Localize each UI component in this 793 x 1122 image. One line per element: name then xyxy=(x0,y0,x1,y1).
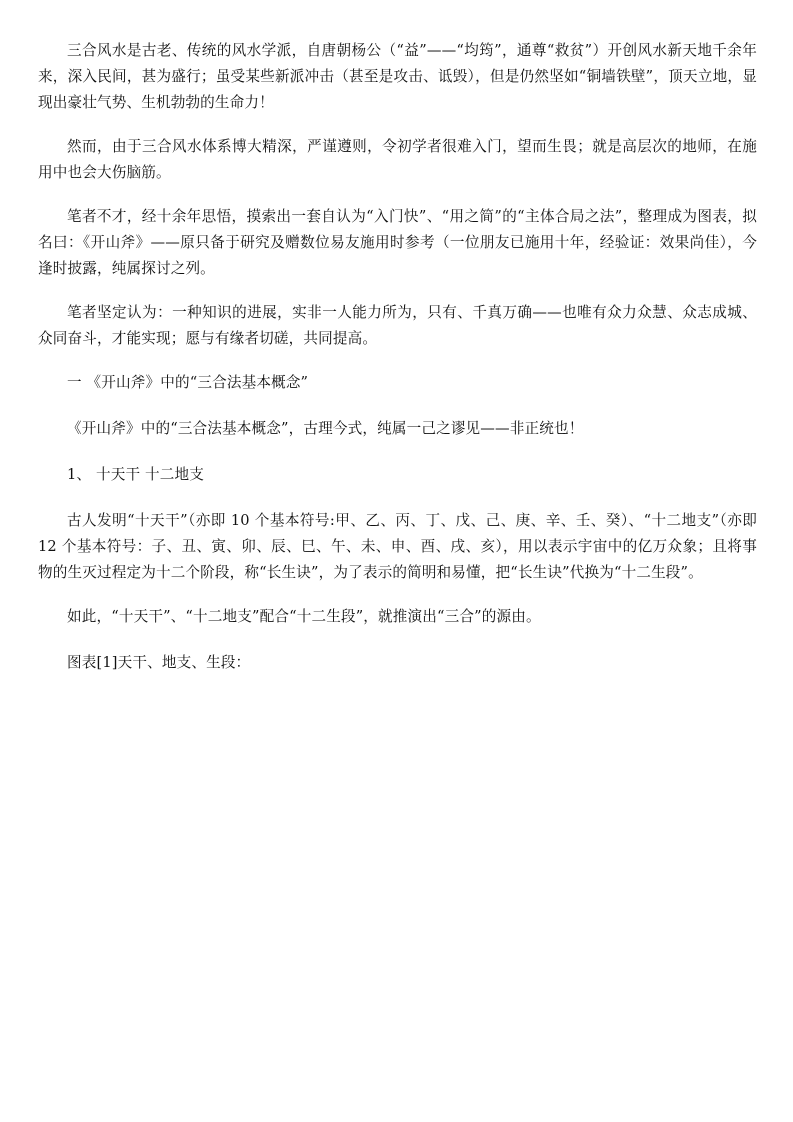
subsection-heading: 1、 十天干 十二地支 xyxy=(67,466,204,483)
paragraph-author-view: 笔者坚定认为：一种知识的进展，实非一人能力所为，只有、千真万确——也唯有众力众慧、众志成城、众同奋斗，才能实现；愿与有缘者切磋，共同提高。 xyxy=(38,304,757,347)
figure-caption: 图表[1]天干、地支、生段： xyxy=(67,654,251,671)
paragraph-concept-note: 《开山斧》中的“三合法基本概念”，古理今式，纯属一己之谬见——非正统也！ xyxy=(67,420,584,437)
section-heading: 一 《开山斧》中的“三合法基本概念” xyxy=(67,374,309,391)
paragraph-difficulty: 然而，由于三合风水体系博大精深，严谨遵则，令初学者很难入门，望而生畏；就是高层次的地师，在施用中也会大伤脑筋。 xyxy=(38,138,757,181)
document-body xyxy=(38,38,757,696)
paragraph-intro: 三合风水是古老、传统的风水学派，自唐朝杨公（“益”——“均筠”，通尊“救贫”）开创风水新天地千余年来，深入民间，甚为盛行；虽受某些新派冲击（甚至是攻击、诋毁），但是仍然坚如“铜墙铁壁”，顶天立地，显现出豪壮气势、生机勃勃的生命力！ xyxy=(38,42,757,111)
paragraph-author-method: 笔者不才，经十余年思悟，摸索出一套自认为“入门快”、“用之简”的“主体合局之法”，整理成为图表，拟名曰：《开山斧》——原只备于研究及赠数位易友施用时参考（一位朋友已施用十年，经验证：效果尚佳），今逢时披露，纯属探讨之列。 xyxy=(38,208,757,277)
paragraph-sanhe-origin: 如此，“十天干”、“十二地支”配合“十二生段”，就推演出“三合”的源由。 xyxy=(67,608,541,625)
paragraph-stems-branches: 古人发明“十天干”（亦即 10 个基本符号:甲、乙、丙、丁、戊、己、庚、辛、壬、癸）、“十二地支”（亦即 12 个基本符号：子、丑、寅、卯、辰、巳、午、未、申、酉、戌、亥），用以表示宇宙中的亿万众象；且将事物的生灭过程定为十二个阶段，称“长生诀”，为了表示的简明和易懂，把“长生诀”代换为“十二生段”。 xyxy=(38,512,757,581)
